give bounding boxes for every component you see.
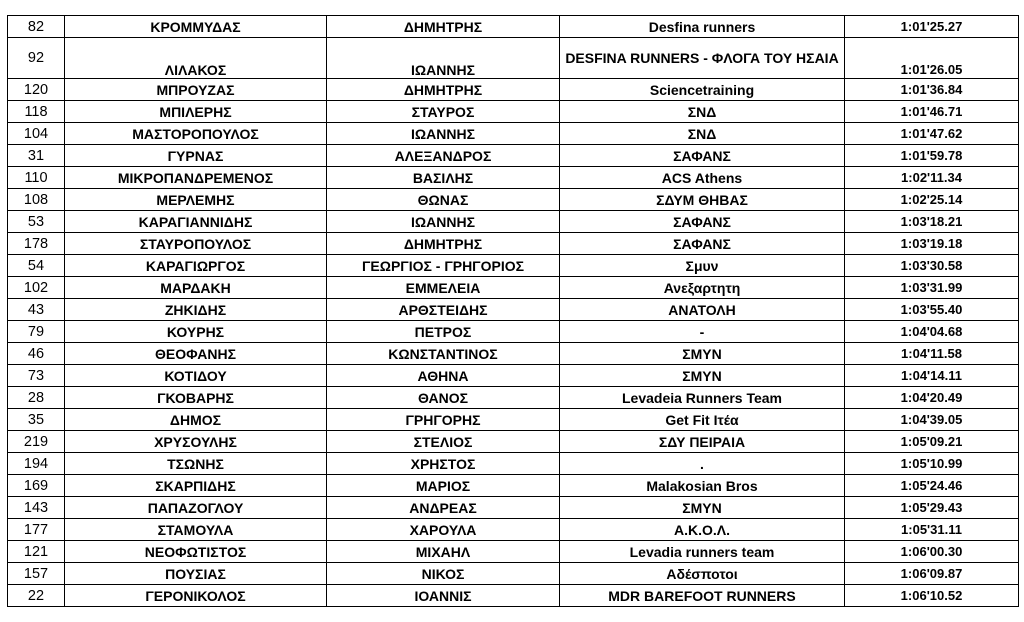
club-cell: ΣΜΥΝ — [560, 343, 845, 365]
first-name-cell: ΙΩΑΝΝΗΣ — [327, 38, 560, 79]
first-name-cell: ΜΑΡΙΟΣ — [327, 475, 560, 497]
first-name-cell: ΧΑΡΟΥΛΑ — [327, 519, 560, 541]
table-row — [8, 365, 1019, 387]
club-cell: . — [560, 453, 845, 475]
surname-cell: ΚΟΤΙΔΟΥ — [65, 365, 327, 387]
table-row — [8, 585, 1019, 607]
surname-cell: ΣΚΑΡΠΙΔΗΣ — [65, 475, 327, 497]
finish-time-cell: 1:03'30.58 — [845, 255, 1019, 277]
club-cell: Malakosian Bros — [560, 475, 845, 497]
club-cell: Levadia runners team — [560, 541, 845, 563]
surname-cell: ΚΡΟΜΜΥΔΑΣ — [65, 16, 327, 38]
first-name-cell: ΒΑΣΙΛΗΣ — [327, 167, 560, 189]
table-row — [8, 475, 1019, 497]
bib-number-cell: 102 — [8, 277, 65, 299]
bib-number-cell: 118 — [8, 101, 65, 123]
surname-cell: ΤΣΩΝΗΣ — [65, 453, 327, 475]
first-name-cell: ΜΙΧΑΗΛ — [327, 541, 560, 563]
first-name-cell: ΠΕΤΡΟΣ — [327, 321, 560, 343]
bib-number-cell: 219 — [8, 431, 65, 453]
finish-time-cell: 1:03'19.18 — [845, 233, 1019, 255]
surname-cell: ΚΟΥΡΗΣ — [65, 321, 327, 343]
first-name-cell: ΝΙΚΟΣ — [327, 563, 560, 585]
bib-number-cell: 54 — [8, 255, 65, 277]
first-name-cell: ΘΑΝΟΣ — [327, 387, 560, 409]
club-cell: Sciencetraining — [560, 79, 845, 101]
table-row — [8, 211, 1019, 233]
club-cell: ΣΔΥ ΠΕΙΡΑΙΑ — [560, 431, 845, 453]
bib-number-cell: 104 — [8, 123, 65, 145]
table-row — [8, 38, 1019, 79]
table-row — [8, 16, 1019, 38]
bib-number-cell: 178 — [8, 233, 65, 255]
bib-number-cell: 120 — [8, 79, 65, 101]
surname-cell: ΓΚΟΒΑΡΗΣ — [65, 387, 327, 409]
table-row — [8, 431, 1019, 453]
surname-cell: ΘΕΟΦΑΝΗΣ — [65, 343, 327, 365]
surname-cell: ΛΙΛΑΚΟΣ — [65, 38, 327, 79]
club-cell: Σμυν — [560, 255, 845, 277]
bib-number-cell: 108 — [8, 189, 65, 211]
club-cell: Get Fit Ιτέα — [560, 409, 845, 431]
club-cell: ΣΝΔ — [560, 101, 845, 123]
first-name-cell: ΙΟΑΝΝΙΣ — [327, 585, 560, 607]
bib-number-cell: 82 — [8, 16, 65, 38]
surname-cell: ΓΕΡΟΝΙΚΟΛΟΣ — [65, 585, 327, 607]
surname-cell: ΠΑΠΑΖΟΓΛΟΥ — [65, 497, 327, 519]
finish-time-cell: 1:01'47.62 — [845, 123, 1019, 145]
bib-number-cell: 35 — [8, 409, 65, 431]
bib-number-cell: 121 — [8, 541, 65, 563]
finish-time-cell: 1:02'11.34 — [845, 167, 1019, 189]
first-name-cell: ΔΗΜΗΤΡΗΣ — [327, 16, 560, 38]
table-row — [8, 79, 1019, 101]
finish-time-cell: 1:01'36.84 — [845, 79, 1019, 101]
club-cell: ΣΝΔ — [560, 123, 845, 145]
first-name-cell: ΘΩΝΑΣ — [327, 189, 560, 211]
finish-time-cell: 1:04'11.58 — [845, 343, 1019, 365]
bib-number-cell: 143 — [8, 497, 65, 519]
surname-cell: ΜΕΡΛΕΜΗΣ — [65, 189, 327, 211]
club-cell: ΣΔΥΜ ΘΗΒΑΣ — [560, 189, 845, 211]
club-cell: Levadeia Runners Team — [560, 387, 845, 409]
first-name-cell: ΔΗΜΗΤΡΗΣ — [327, 233, 560, 255]
first-name-cell: ΑΡΘΣΤΕΙΔΗΣ — [327, 299, 560, 321]
surname-cell: ΖΗΚΙΔΗΣ — [65, 299, 327, 321]
bib-number-cell: 169 — [8, 475, 65, 497]
club-cell: Α.Κ.Ο.Λ. — [560, 519, 845, 541]
table-row — [8, 321, 1019, 343]
club-cell: Ανεξαρτητη — [560, 277, 845, 299]
bib-number-cell: 22 — [8, 585, 65, 607]
finish-time-cell: 1:03'18.21 — [845, 211, 1019, 233]
finish-time-cell: 1:01'26.05 — [845, 38, 1019, 79]
table-row — [8, 101, 1019, 123]
first-name-cell: ΑΘΗΝΑ — [327, 365, 560, 387]
first-name-cell: ΣΤΑΥΡΟΣ — [327, 101, 560, 123]
results-table-body — [8, 16, 1019, 607]
first-name-cell: ΔΗΜΗΤΡΗΣ — [327, 79, 560, 101]
first-name-cell: ΓΕΩΡΓΙΟΣ - ΓΡΗΓΟΡΙΟΣ — [327, 255, 560, 277]
club-cell: ΣΑΦΑΝΣ — [560, 233, 845, 255]
bib-number-cell: 157 — [8, 563, 65, 585]
table-row — [8, 167, 1019, 189]
surname-cell: ΜΙΚΡΟΠΑΝΔΡΕΜΕΝΟΣ — [65, 167, 327, 189]
surname-cell: ΜΠΡΟΥΖΑΣ — [65, 79, 327, 101]
surname-cell: ΣΤΑΜΟΥΛΑ — [65, 519, 327, 541]
club-cell: ΣΜΥΝ — [560, 497, 845, 519]
club-cell: MDR BAREFOOT RUNNERS — [560, 585, 845, 607]
finish-time-cell: 1:04'39.05 — [845, 409, 1019, 431]
finish-time-cell: 1:06'09.87 — [845, 563, 1019, 585]
first-name-cell: ΧΡΗΣΤΟΣ — [327, 453, 560, 475]
table-row — [8, 255, 1019, 277]
finish-time-cell: 1:01'25.27 — [845, 16, 1019, 38]
table-row — [8, 541, 1019, 563]
table-row — [8, 123, 1019, 145]
table-row — [8, 497, 1019, 519]
bib-number-cell: 31 — [8, 145, 65, 167]
table-row — [8, 563, 1019, 585]
finish-time-cell: 1:01'46.71 — [845, 101, 1019, 123]
surname-cell: ΣΤΑΥΡΟΠΟΥΛΟΣ — [65, 233, 327, 255]
club-cell: ΑΝΑΤΟΛΗ — [560, 299, 845, 321]
bib-number-cell: 110 — [8, 167, 65, 189]
bib-number-cell: 46 — [8, 343, 65, 365]
table-row — [8, 453, 1019, 475]
bib-number-cell: 92 — [8, 38, 65, 79]
surname-cell: ΝΕΟΦΩΤΙΣΤΟΣ — [65, 541, 327, 563]
surname-cell: ΧΡΥΣΟΥΛΗΣ — [65, 431, 327, 453]
surname-cell: ΜΑΡΔΑΚΗ — [65, 277, 327, 299]
table-row — [8, 145, 1019, 167]
surname-cell: ΜΠΙΛΕΡΗΣ — [65, 101, 327, 123]
club-cell: ΣΑΦΑΝΣ — [560, 145, 845, 167]
surname-cell: ΜΑΣΤΟΡΟΠΟΥΛΟΣ — [65, 123, 327, 145]
club-cell: ΣΑΦΑΝΣ — [560, 211, 845, 233]
club-cell: DESFINA RUNNERS - ΦΛΟΓΑ ΤΟΥ ΗΣΑΙΑ — [560, 38, 845, 79]
surname-cell: ΓΥΡΝΑΣ — [65, 145, 327, 167]
finish-time-cell: 1:05'09.21 — [845, 431, 1019, 453]
surname-cell: ΠΟΥΣΙΑΣ — [65, 563, 327, 585]
table-row — [8, 343, 1019, 365]
table-row — [8, 189, 1019, 211]
finish-time-cell: 1:05'29.43 — [845, 497, 1019, 519]
finish-time-cell: 1:06'00.30 — [845, 541, 1019, 563]
first-name-cell: ΙΩΑΝΝΗΣ — [327, 123, 560, 145]
first-name-cell: ΑΛΕΞΑΝΔΡΟΣ — [327, 145, 560, 167]
finish-time-cell: 1:04'14.11 — [845, 365, 1019, 387]
surname-cell: ΔΗΜΟΣ — [65, 409, 327, 431]
finish-time-cell: 1:03'31.99 — [845, 277, 1019, 299]
bib-number-cell: 79 — [8, 321, 65, 343]
bib-number-cell: 73 — [8, 365, 65, 387]
finish-time-cell: 1:02'25.14 — [845, 189, 1019, 211]
finish-time-cell: 1:06'10.52 — [845, 585, 1019, 607]
club-cell: ΣΜΥΝ — [560, 365, 845, 387]
first-name-cell: ΙΩΑΝΝΗΣ — [327, 211, 560, 233]
finish-time-cell: 1:05'31.11 — [845, 519, 1019, 541]
table-row — [8, 277, 1019, 299]
surname-cell: ΚΑΡΑΓΙΑΝΝΙΔΗΣ — [65, 211, 327, 233]
bib-number-cell: 43 — [8, 299, 65, 321]
results-table — [7, 15, 1019, 607]
bib-number-cell: 53 — [8, 211, 65, 233]
bib-number-cell: 177 — [8, 519, 65, 541]
table-row — [8, 299, 1019, 321]
bib-number-cell: 28 — [8, 387, 65, 409]
first-name-cell: ΑΝΔΡΕΑΣ — [327, 497, 560, 519]
finish-time-cell: 1:04'20.49 — [845, 387, 1019, 409]
table-row — [8, 409, 1019, 431]
first-name-cell: ΓΡΗΓΟΡΗΣ — [327, 409, 560, 431]
table-row — [8, 387, 1019, 409]
club-cell: - — [560, 321, 845, 343]
club-cell: Αδέσποτοι — [560, 563, 845, 585]
first-name-cell: ΚΩΝΣΤΑΝΤΙΝΟΣ — [327, 343, 560, 365]
table-row — [8, 233, 1019, 255]
finish-time-cell: 1:03'55.40 — [845, 299, 1019, 321]
finish-time-cell: 1:04'04.68 — [845, 321, 1019, 343]
club-cell: ACS Athens — [560, 167, 845, 189]
finish-time-cell: 1:05'24.46 — [845, 475, 1019, 497]
first-name-cell: ΕΜΜΕΛΕΙΑ — [327, 277, 560, 299]
finish-time-cell: 1:05'10.99 — [845, 453, 1019, 475]
table-row — [8, 519, 1019, 541]
club-cell: Desfina runners — [560, 16, 845, 38]
first-name-cell: ΣΤΕΛΙΟΣ — [327, 431, 560, 453]
bib-number-cell: 194 — [8, 453, 65, 475]
surname-cell: ΚΑΡΑΓΙΩΡΓΟΣ — [65, 255, 327, 277]
finish-time-cell: 1:01'59.78 — [845, 145, 1019, 167]
